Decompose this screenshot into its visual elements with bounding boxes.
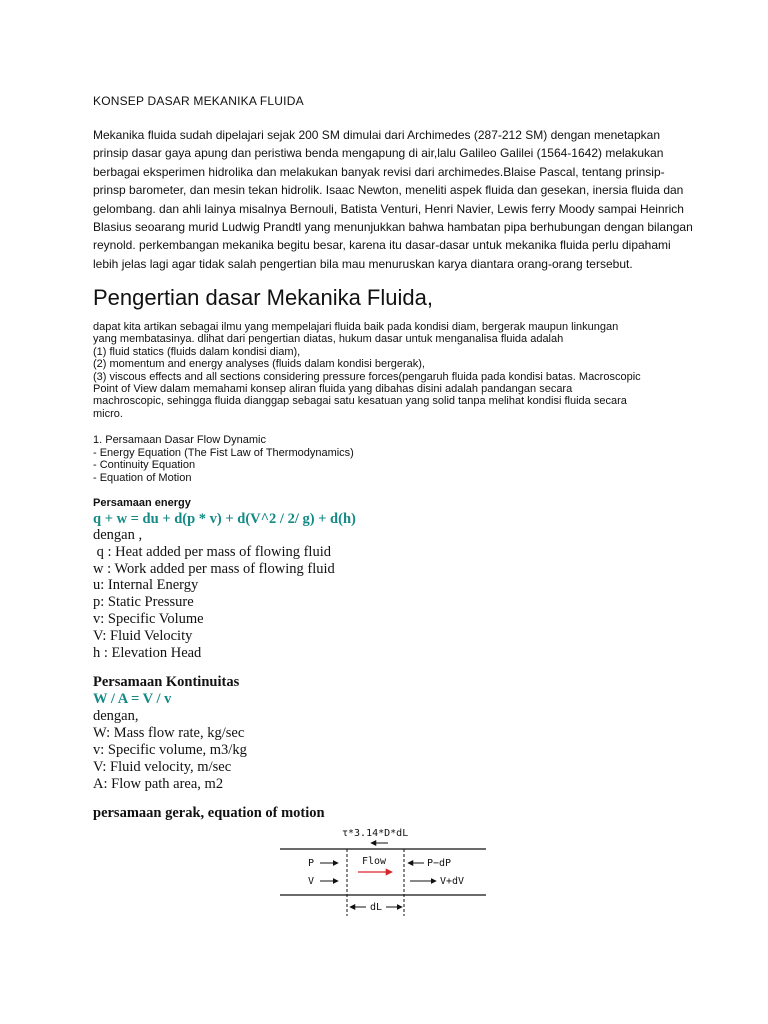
definition-line: (3) viscous effects and all sections considering pressure forces(pengaruh fluida pada kondisi batas. Macroscopic (93, 370, 641, 383)
continuity-label: Persamaan Kontinuitas (93, 674, 240, 690)
list-item: - Equation of Motion (93, 471, 192, 484)
definition-item: p: Static Pressure (93, 594, 194, 611)
definition-item: W: Mass flow rate, kg/sec (93, 725, 245, 741)
intro-line: Mekanika fluida sudah dipelajari sejak 200 SM dimulai dari Archimedes (287-212 SM) dengan menetapkan (93, 128, 660, 142)
definition-line: Point of View dalam memahami konsep aliran fluida yang dibahas disini adalah pandangan secara (93, 383, 573, 396)
velocity-out-label: V+dV (440, 876, 465, 887)
pressure-out-label: P−dP (427, 858, 452, 869)
document-title: KONSEP DASAR MEKANIKA FLUIDA (93, 94, 304, 108)
definition-line: machroscopic, sehingga fluida dianggap sebagai satu kesatuan yang solid tanpa melihat kondisi fluida secara (93, 395, 627, 408)
intro-line: prinsp barometer, dan mesin tekan hidrolik. Isaac Newton, meneliti aspek fluida dan gesekan, inersia fluida dan (93, 183, 684, 198)
shear-force-label: τ*3.14*D*dL (342, 828, 409, 839)
pressure-in-label: P (308, 858, 315, 869)
continuity-equation: W / A = V / v (93, 691, 172, 707)
section-heading: Pengertian dasar Mekanika Fluida, (93, 285, 433, 310)
velocity-in-label: V (308, 876, 315, 887)
length-label: dL (370, 902, 383, 913)
definition-line: micro. (93, 407, 123, 420)
list-item: - Continuity Equation (93, 459, 196, 471)
energy-label: Persamaan energy (93, 497, 191, 509)
energy-equation: q + w = du + d(p * v) + d(V^2 / 2/ g) + d(h) (93, 511, 356, 527)
definition-item: V: Fluid velocity, m/sec (93, 759, 232, 775)
definition-item: w : Work added per mass of flowing fluid (93, 560, 335, 577)
intro-line: lebih jelas lagi agar tidak salah pengertian bila mau menuruskan karya diantara orang-orang tersebut. (93, 256, 633, 271)
flow-label: Flow (362, 856, 387, 867)
intro-line: berbagai eksperimen hidrolika dan melakukan banyak revisi dari archimedes.Blaise Pascal, tentang prinsip- (93, 164, 665, 179)
definition-item: dengan, (93, 708, 139, 724)
definition-item: v: Specific Volume (93, 610, 204, 627)
intro-paragraph (93, 126, 693, 273)
definition-line: (2) momentum and energy analyses (fluids dalam kondisi bergerak), (93, 358, 425, 371)
intro-line: prinsip dasar gaya apung dan peristiwa benda mengapung di air,lalu Galileo Galilei (1564-1642) melakukan (93, 146, 664, 161)
energy-definitions (93, 527, 335, 661)
definition-paragraph (93, 321, 693, 420)
definition-item: A: Flow path area, m2 (93, 776, 224, 792)
intro-line: reynold. perkembangan mekanika begitu besar, karena itu dasar-dasar untuk mekanika fluida perlu dipahami (93, 238, 671, 253)
continuity-definitions (93, 708, 247, 793)
intro-line: Blasius seoarang murid Ludwig Prandtl yang menunjukkan bahwa hambatan pipa berhubungan dengan bilangan (93, 220, 693, 235)
definition-line: (1) fluid statics (fluids dalam kondisi diam), (93, 345, 301, 358)
flow-element-diagram (276, 822, 490, 916)
definition-item: u: Internal Energy (93, 577, 199, 594)
motion-label: persamaan gerak, equation of motion (93, 805, 325, 821)
definition-item: V: Fluid Velocity (93, 627, 193, 644)
list-item: 1. Persamaan Dasar Flow Dynamic (93, 434, 267, 446)
list-item: - Energy Equation (The Fist Law of Thermodynamics) (93, 446, 354, 459)
intro-line: gelombang. dan ahli lainya misalnya Bernouli, Batista Venturi, Henri Navier, Lewis ferry Moody sampai Heinrich (93, 201, 684, 216)
definition-line: yang membatasinya. dlihat dari pengertian diatas, hukum dasar untuk menganalisa fluida adalah (93, 333, 564, 346)
flow-dynamic-list (93, 434, 354, 484)
definition-line: dapat kita artikan sebagai ilmu yang mempelajari fluida baik pada kondisi diam, bergerak maupun linkungan (93, 321, 619, 333)
definition-item: q : Heat added per mass of flowing fluid (93, 543, 331, 560)
definition-item: v: Specific volume, m3/kg (93, 742, 247, 758)
definition-item: h : Elevation Head (93, 644, 202, 661)
definition-item: dengan , (93, 527, 143, 543)
